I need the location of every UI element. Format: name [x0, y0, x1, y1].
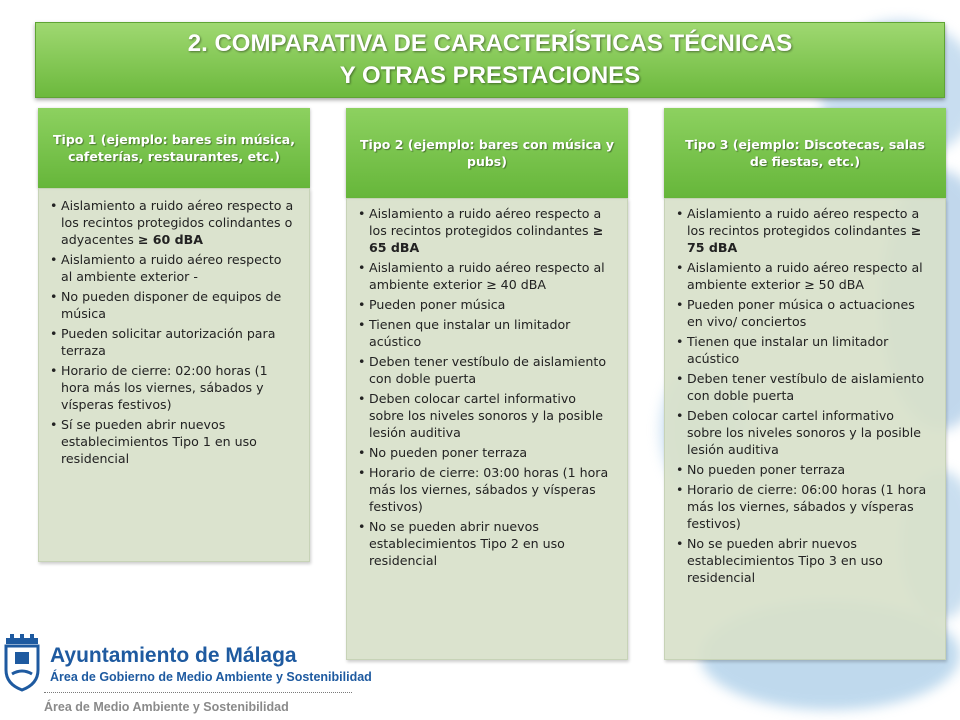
column-header: Tipo 1 (ejemplo: bares sin música, cafeterías, restaurantes, etc.) — [38, 108, 310, 188]
bullet-item — [675, 535, 931, 586]
bullet-text: Deben tener vestíbulo de aislamiento con doble puerta — [369, 354, 607, 386]
bullet-text: Horario de cierre: 06:00 horas (1 hora más los viernes, sábados y vísperas festivos) — [687, 482, 927, 531]
slide-title-line-1: 2. COMPARATIVA DE CARACTERÍSTICAS TÉCNICAS — [187, 30, 793, 57]
column-tipo-2 — [346, 108, 628, 660]
footer-divider — [44, 692, 352, 693]
bullet-item — [357, 205, 613, 256]
bullet-text: Aislamiento a ruido aéreo respecto a los recintos protegidos colindantes o adyacentes — [61, 198, 294, 247]
footer-department: Área de Medio Ambiente y Sostenibilidad — [44, 700, 289, 714]
bullet-list — [675, 205, 931, 586]
bullet-emphasis: ≥ 65 dBA — [369, 223, 604, 255]
malaga-coat-of-arms-icon — [2, 634, 42, 692]
column-tipo-1 — [38, 108, 310, 562]
bullet-text: Horario de cierre: 03:00 horas (1 hora más los viernes, sábados y vísperas festivos) — [369, 465, 609, 514]
bullet-item — [49, 288, 295, 322]
bullet-text: Sí se pueden abrir nuevos establecimientos Tipo 1 en uso residencial — [61, 417, 257, 466]
bullet-item — [675, 407, 931, 458]
bullet-text: Aislamiento a ruido aéreo respecto al ambiente exterior ≥ 50 dBA — [687, 260, 923, 292]
bullet-text: Aislamiento a ruido aéreo respecto a los recintos protegidos colindantes — [369, 206, 602, 238]
column-header: Tipo 2 (ejemplo: bares con música y pubs) — [346, 108, 628, 198]
column-header: Tipo 3 (ejemplo: Discotecas, salas de fiestas, etc.) — [664, 108, 946, 198]
bullet-text: No se pueden abrir nuevos establecimientos Tipo 3 en uso residencial — [687, 536, 883, 585]
bullet-item — [675, 205, 931, 256]
bullet-item — [49, 416, 295, 467]
bullet-item — [675, 481, 931, 532]
bullet-text: Pueden poner música — [369, 297, 506, 312]
bullet-text: No pueden poner terraza — [369, 445, 528, 460]
bullet-text: Deben colocar cartel informativo sobre los niveles sonoros y la posible lesión auditiva — [687, 408, 921, 457]
bullet-text: Pueden solicitar autorización para terraza — [61, 326, 276, 358]
organization-name: Ayuntamiento de Málaga — [50, 644, 297, 667]
bullet-text: Horario de cierre: 02:00 horas (1 hora más los viernes, sábados y vísperas festivos) — [61, 363, 268, 412]
column-body — [38, 188, 310, 562]
bullet-item — [357, 296, 613, 313]
bullet-text: No pueden disponer de equipos de música — [61, 289, 282, 321]
bullet-item — [675, 333, 931, 367]
bullet-text: No se pueden abrir nuevos establecimientos Tipo 2 en uso residencial — [369, 519, 565, 568]
bullet-item — [357, 464, 613, 515]
column-body — [664, 198, 946, 660]
bullet-item — [357, 518, 613, 569]
organization-area: Área de Gobierno de Medio Ambiente y Sostenibilidad — [50, 670, 372, 684]
bullet-item — [675, 296, 931, 330]
bullet-item — [357, 390, 613, 441]
bullet-item — [357, 316, 613, 350]
bullet-text: Tienen que instalar un limitador acústico — [369, 317, 571, 349]
bullet-item — [675, 370, 931, 404]
bullet-item — [49, 197, 295, 248]
slide-title-line-2: Y OTRAS PRESTACIONES — [339, 62, 641, 89]
bullet-text: Aislamiento a ruido aéreo respecto a los recintos protegidos colindantes — [687, 206, 920, 238]
column-body — [346, 198, 628, 660]
bullet-list — [49, 197, 295, 467]
bullet-text: Deben tener vestíbulo de aislamiento con doble puerta — [687, 371, 925, 403]
bullet-text: Tienen que instalar un limitador acústico — [687, 334, 889, 366]
bullet-item — [357, 353, 613, 387]
bullet-item — [49, 251, 295, 285]
bullet-text: Deben colocar cartel informativo sobre los niveles sonoros y la posible lesión auditiva — [369, 391, 603, 440]
bullet-item — [49, 325, 295, 359]
bullet-list — [357, 205, 613, 569]
bullet-item — [49, 362, 295, 413]
bullet-text: No pueden poner terraza — [687, 462, 846, 477]
bullet-emphasis: ≥ 75 dBA — [687, 223, 922, 255]
bullet-text: Pueden poner música o actuaciones en vivo/ conciertos — [687, 297, 915, 329]
column-tipo-3 — [664, 108, 946, 660]
bullet-text: Aislamiento a ruido aéreo respecto al ambiente exterior - — [61, 252, 282, 284]
bullet-emphasis: ≥ 60 dBA — [137, 232, 204, 247]
bullet-item — [357, 259, 613, 293]
bullet-item — [675, 461, 931, 478]
bullet-item — [675, 259, 931, 293]
bullet-item — [357, 444, 613, 461]
bullet-text: Aislamiento a ruido aéreo respecto al ambiente exterior ≥ 40 dBA — [369, 260, 605, 292]
slide-title-banner — [35, 22, 945, 98]
